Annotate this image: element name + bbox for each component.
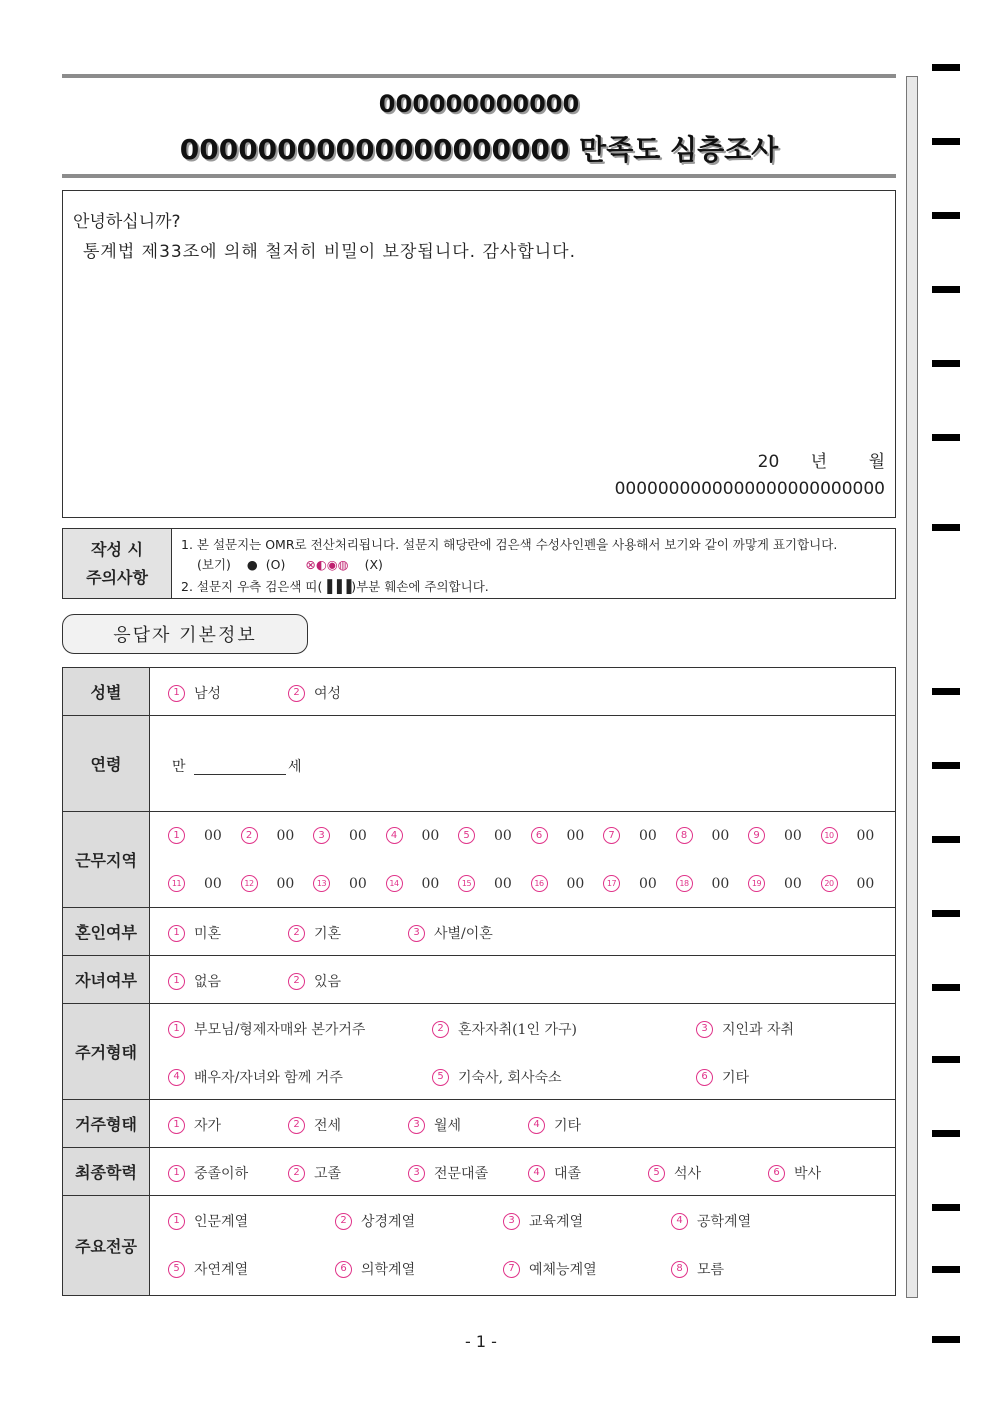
option-major-6[interactable]: 6 의학계열 (335, 1259, 415, 1279)
option-education-2[interactable]: 2 고졸 (288, 1163, 341, 1183)
option-education-5[interactable]: 5 석사 (648, 1163, 701, 1183)
label-living: 주거형태 (63, 1004, 150, 1100)
option-education-6[interactable]: 6 박사 (768, 1163, 821, 1183)
option-living-3[interactable]: 3 지인과 자취 (696, 1019, 794, 1039)
option-marital-2[interactable]: 2 기혼 (288, 923, 341, 943)
timing-mark (932, 286, 960, 293)
binding-strip (906, 76, 918, 1298)
option-marital-3[interactable]: 3 사별/이혼 (408, 923, 493, 943)
option-major-1[interactable]: 1 인문계열 (168, 1211, 248, 1231)
row-major (63, 1196, 896, 1296)
row-age (63, 716, 896, 812)
option-region-7[interactable]: 7 00 (603, 827, 657, 844)
date-year-unit: 년 (810, 452, 828, 472)
instruction-item-2: 2. 설문지 우측 검은색 띠(▐▐▐)부분 훼손에 주의합니다. (181, 579, 489, 594)
option-gender-1[interactable]: 1 남성 (168, 683, 221, 703)
row-education (63, 1148, 896, 1196)
option-gender-2[interactable]: 2 여성 (288, 683, 341, 703)
row-living (63, 1004, 896, 1100)
label-region: 근무지역 (63, 812, 150, 908)
option-major-8[interactable]: 8 모름 (671, 1259, 724, 1279)
label-education: 최종학력 (63, 1148, 150, 1196)
label-major: 주요전공 (63, 1196, 150, 1296)
timing-mark (932, 138, 960, 145)
option-major-2[interactable]: 2 상경계열 (335, 1211, 415, 1231)
option-education-4[interactable]: 4 대졸 (528, 1163, 581, 1183)
option-residence-2[interactable]: 2 전세 (288, 1115, 341, 1135)
option-major-3[interactable]: 3 교육계열 (503, 1211, 583, 1231)
instructions-label-line1: 작성 시 (91, 539, 143, 559)
bad-mark-icons: ⊗◐◉◍ (305, 557, 349, 572)
option-residence-1[interactable]: 1 자가 (168, 1115, 221, 1135)
option-education-1[interactable]: 1 중졸이하 (168, 1163, 248, 1183)
marking-example (197, 555, 383, 573)
respondent-info-table (62, 667, 896, 1296)
page-number: - 1 - (465, 1332, 497, 1351)
timing-mark (932, 762, 960, 769)
top-rule (62, 74, 896, 78)
organization-name: 0000000000000000000000000 (614, 479, 885, 499)
law-notice-text: 통계법 제33조에 의해 철저히 비밀이 보장됩니다. 감사합니다. (83, 242, 576, 262)
row-children (63, 956, 896, 1004)
option-children-2[interactable]: 2 있음 (288, 971, 341, 991)
greeting-text: 안녕하십니까? (73, 212, 181, 232)
option-major-4[interactable]: 4 공학계열 (671, 1211, 751, 1231)
survey-title-line1: 000000000000 (378, 90, 580, 118)
instructions-box (62, 528, 896, 599)
row-gender (63, 668, 896, 716)
option-region-9[interactable]: 9 00 (748, 827, 802, 844)
date-year: 20 (757, 452, 780, 472)
survey-date (758, 447, 885, 472)
row-marital (63, 908, 896, 956)
age-input-line[interactable] (194, 774, 286, 775)
label-residence: 거주형태 (63, 1100, 150, 1148)
instructions-label (63, 529, 172, 598)
row-residence (63, 1100, 896, 1148)
filled-circle-icon: ● (246, 557, 258, 572)
option-living-2[interactable]: 2 혼자자취(1인 가구) (432, 1019, 577, 1039)
option-residence-4[interactable]: 4 기타 (528, 1115, 581, 1135)
row-region (63, 812, 896, 908)
title-bottom-rule (62, 174, 896, 178)
label-children: 자녀여부 (63, 956, 150, 1004)
timing-mark (932, 434, 960, 441)
option-major-7[interactable]: 7 예체능계열 (503, 1259, 597, 1279)
option-education-3[interactable]: 3 전문대졸 (408, 1163, 488, 1183)
option-region-10[interactable]: 10 00 (821, 827, 875, 844)
option-marital-1[interactable]: 1 미혼 (168, 923, 221, 943)
option-major-5[interactable]: 5 자연계열 (168, 1259, 248, 1279)
example-bad-label: (X) (364, 557, 383, 572)
timing-mark (932, 836, 960, 843)
option-region-5[interactable]: 5 00 (458, 827, 512, 844)
timing-mark (932, 1130, 960, 1137)
option-region-6[interactable]: 6 00 (531, 827, 585, 844)
option-region-20[interactable]: 20 00 (821, 875, 875, 892)
option-living-1[interactable]: 1 부모님/형제자매와 본가거주 (168, 1019, 365, 1039)
timing-mark (932, 524, 960, 531)
option-region-13[interactable]: 13 00 (313, 875, 367, 892)
timing-mark (932, 984, 960, 991)
timing-mark (932, 64, 960, 71)
section-title: 응답자 기본정보 (62, 614, 308, 654)
label-age: 연령 (63, 716, 150, 812)
intro-box (62, 190, 896, 518)
timing-mark (932, 360, 960, 367)
timing-mark (932, 1266, 960, 1273)
label-gender: 성별 (63, 668, 150, 716)
age-suffix: 세 (288, 759, 302, 775)
label-marital: 혼인여부 (63, 908, 150, 956)
option-living-6[interactable]: 6 기타 (696, 1067, 749, 1087)
age-prefix: 만 (172, 759, 186, 775)
option-region-11[interactable]: 11 00 (168, 875, 222, 892)
option-region-12[interactable]: 12 00 (241, 875, 295, 892)
option-region-15[interactable]: 15 00 (458, 875, 512, 892)
option-region-16[interactable]: 16 00 (531, 875, 585, 892)
timing-mark (932, 688, 960, 695)
date-month-unit: 월 (868, 452, 885, 472)
timing-mark (932, 212, 960, 219)
option-region-18[interactable]: 18 00 (676, 875, 730, 892)
option-living-5[interactable]: 5 기숙사, 회사숙소 (432, 1067, 562, 1087)
example-good-label: (O) (265, 557, 286, 572)
instructions-label-line2: 주의사항 (86, 567, 148, 587)
option-children-1[interactable]: 1 없음 (168, 971, 221, 991)
option-region-3[interactable]: 3 00 (313, 827, 367, 844)
option-region-17[interactable]: 17 00 (603, 875, 657, 892)
survey-title-line2: 00000000000000000000 만족도 심층조사 (179, 133, 779, 166)
option-region-2[interactable]: 2 00 (241, 827, 295, 844)
instruction-item-1: 1. 본 설문지는 OMR로 전산처리됩니다. 설문지 해당란에 검은색 수성사인펜을 사용해서 보기와 같이 까맣게 표기합니다. (181, 537, 838, 552)
option-residence-3[interactable]: 3 월세 (408, 1115, 461, 1135)
timing-mark (932, 910, 960, 917)
option-region-1[interactable]: 1 00 (168, 827, 222, 844)
option-region-19[interactable]: 19 00 (748, 875, 802, 892)
option-region-14[interactable]: 14 00 (386, 875, 440, 892)
option-living-4[interactable]: 4 배우자/자녀와 함께 거주 (168, 1067, 343, 1087)
example-prefix: (보기) (197, 557, 231, 572)
timing-mark (932, 1204, 960, 1211)
option-region-8[interactable]: 8 00 (676, 827, 730, 844)
option-region-4[interactable]: 4 00 (386, 827, 440, 844)
timing-mark (932, 1056, 960, 1063)
